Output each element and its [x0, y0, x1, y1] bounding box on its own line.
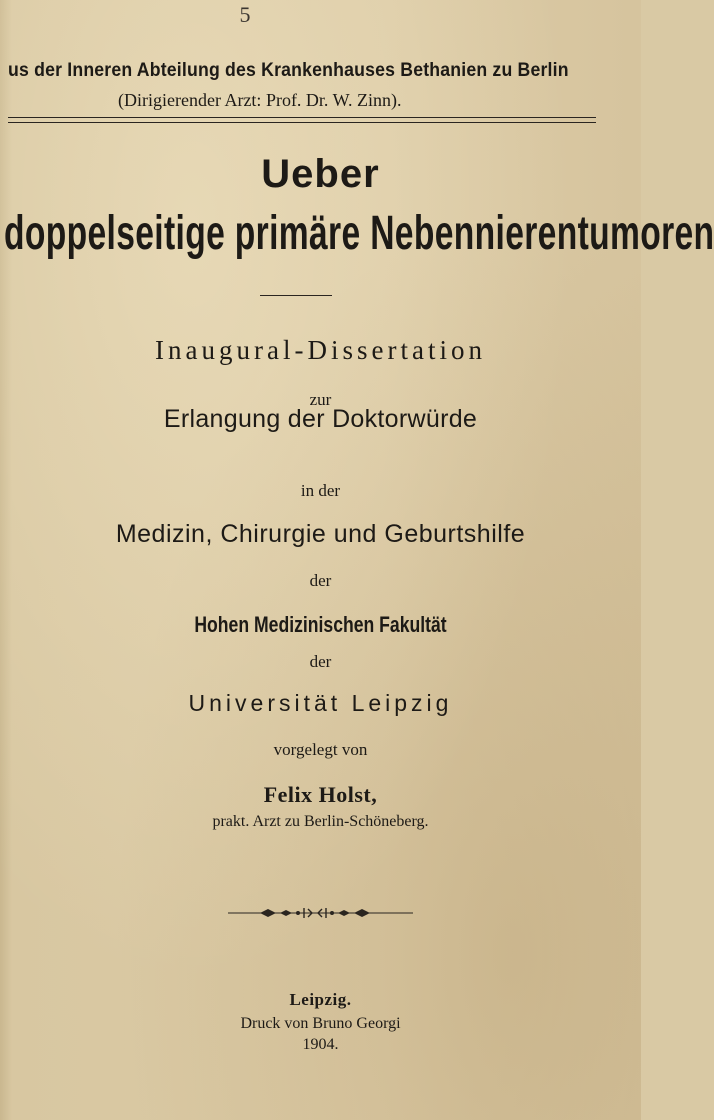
- ornamental-divider: [228, 906, 413, 920]
- page-number: 5: [239, 2, 251, 27]
- dissertation-heading: Inaugural-Dissertation: [155, 335, 486, 365]
- title-line-2: doppelseitige primäre Nebennierentumoren: [4, 207, 714, 260]
- university-text: Universität Leipzig: [188, 690, 453, 716]
- der-text-1: der: [309, 571, 332, 590]
- institution-line: us der Inneren Abteilung des Krankenhauses Bethanien zu Berlin: [8, 60, 569, 81]
- title-divider: [260, 295, 332, 296]
- title-line-1: Ueber: [261, 152, 380, 196]
- purpose-text: Erlangung der Doktorwürde: [163, 405, 478, 433]
- fields-text: Medizin, Chirurgie und Geburtshilfe: [115, 520, 526, 548]
- der-text-2: der: [309, 652, 332, 671]
- imprint-year: 1904.: [302, 1036, 339, 1053]
- imprint-city: Leipzig.: [289, 990, 352, 1009]
- header-double-rule: [8, 117, 596, 123]
- submitted-by-text: vorgelegt von: [273, 740, 368, 759]
- author-name: Felix Holst,: [263, 782, 378, 807]
- in-der-text: in der: [300, 481, 341, 500]
- director-line: (Dirigierender Arzt: Prof. Dr. W. Zinn).: [118, 90, 402, 110]
- zur-text: zur: [309, 390, 332, 409]
- imprint-printer: Druck von Bruno Georgi: [240, 1015, 401, 1032]
- author-role: prakt. Arzt zu Berlin-Schöneberg.: [212, 813, 429, 830]
- faculty-text: Hohen Medizinischen Fakultät: [194, 612, 447, 637]
